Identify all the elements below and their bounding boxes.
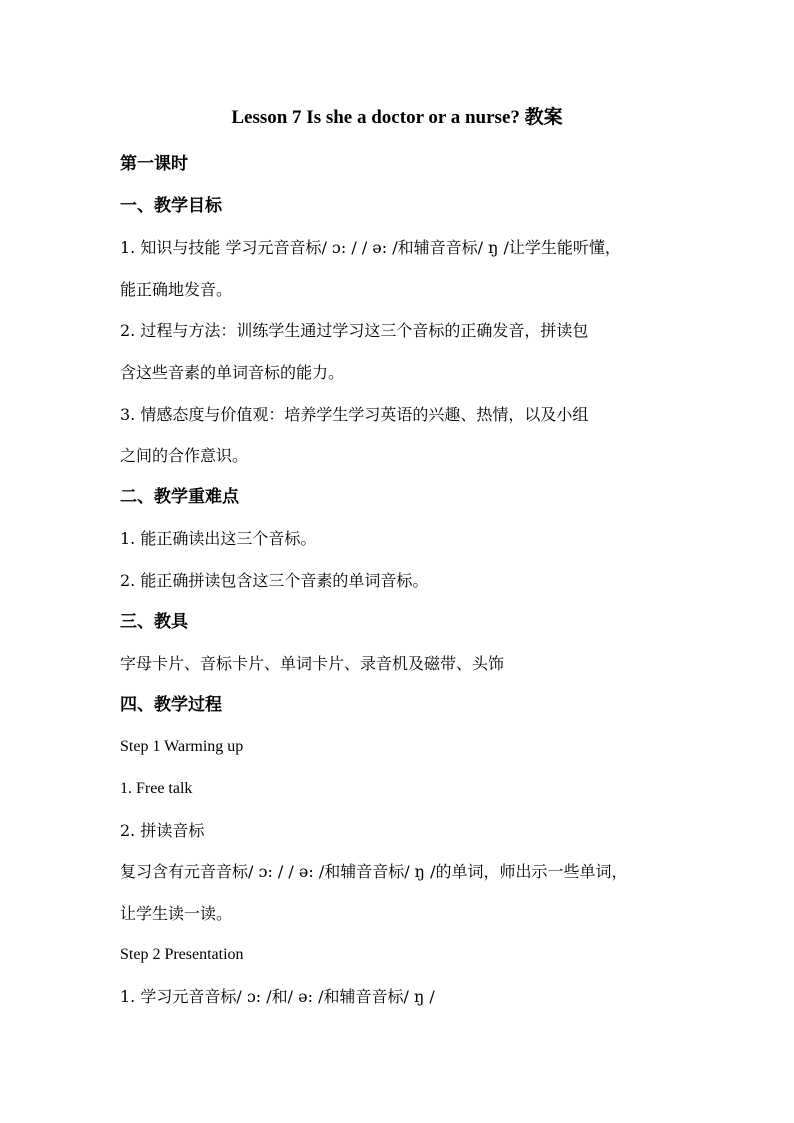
line-18: 复习含有元音音标/ ɔ: / / ə: /和辅音音标/ ŋ /的单词，师出示一些单词，	[120, 862, 628, 882]
line-3: 1. 知识与技能 学习元音音标/ ɔ: / / ə: /和辅音音标/ ŋ /让学生能听懂，	[120, 238, 621, 258]
line-10: 1. 能正确读出这三个音标。	[120, 529, 317, 549]
line-7: 3. 情感态度与价值观：培养学生学习英语的兴趣、热情，以及小组	[120, 404, 589, 424]
document-title: Lesson 7 Is she a doctor or a nurse? 教案	[231, 107, 563, 128]
line-8: 之间的合作意识。	[120, 446, 249, 466]
line-1: 第一课时	[120, 154, 188, 174]
line-2: 一、教学目标	[120, 195, 222, 216]
document-body	[120, 144, 676, 1017]
line-5: 2. 过程与方法：训练学生通过学习这三个音标的正确发音，拼读包	[120, 321, 589, 341]
line-20: Step 2 Presentation	[120, 946, 244, 964]
line-16: 1. Free talk	[120, 779, 193, 797]
line-21: 1. 学习元音音标/ ɔ: /和/ ə: /和辅音音标/ ŋ /	[120, 986, 435, 1006]
line-13: 字母卡片、音标卡片、单词卡片、录音机及磁带、头饰	[120, 654, 505, 674]
line-17: 2. 拼读音标	[120, 820, 205, 840]
line-12: 三、教具	[120, 611, 188, 632]
line-11: 2. 能正确拼读包含这三个音素的单词音标。	[120, 570, 429, 590]
line-15: Step 1 Warming up	[120, 738, 244, 756]
line-19: 让学生读一读。	[120, 903, 233, 923]
line-14: 四、教学过程	[120, 694, 222, 715]
line-6: 含这些音素的单词音标的能力。	[120, 362, 345, 382]
line-9: 二、教学重难点	[120, 486, 239, 507]
line-4: 能正确地发音。	[120, 279, 233, 299]
